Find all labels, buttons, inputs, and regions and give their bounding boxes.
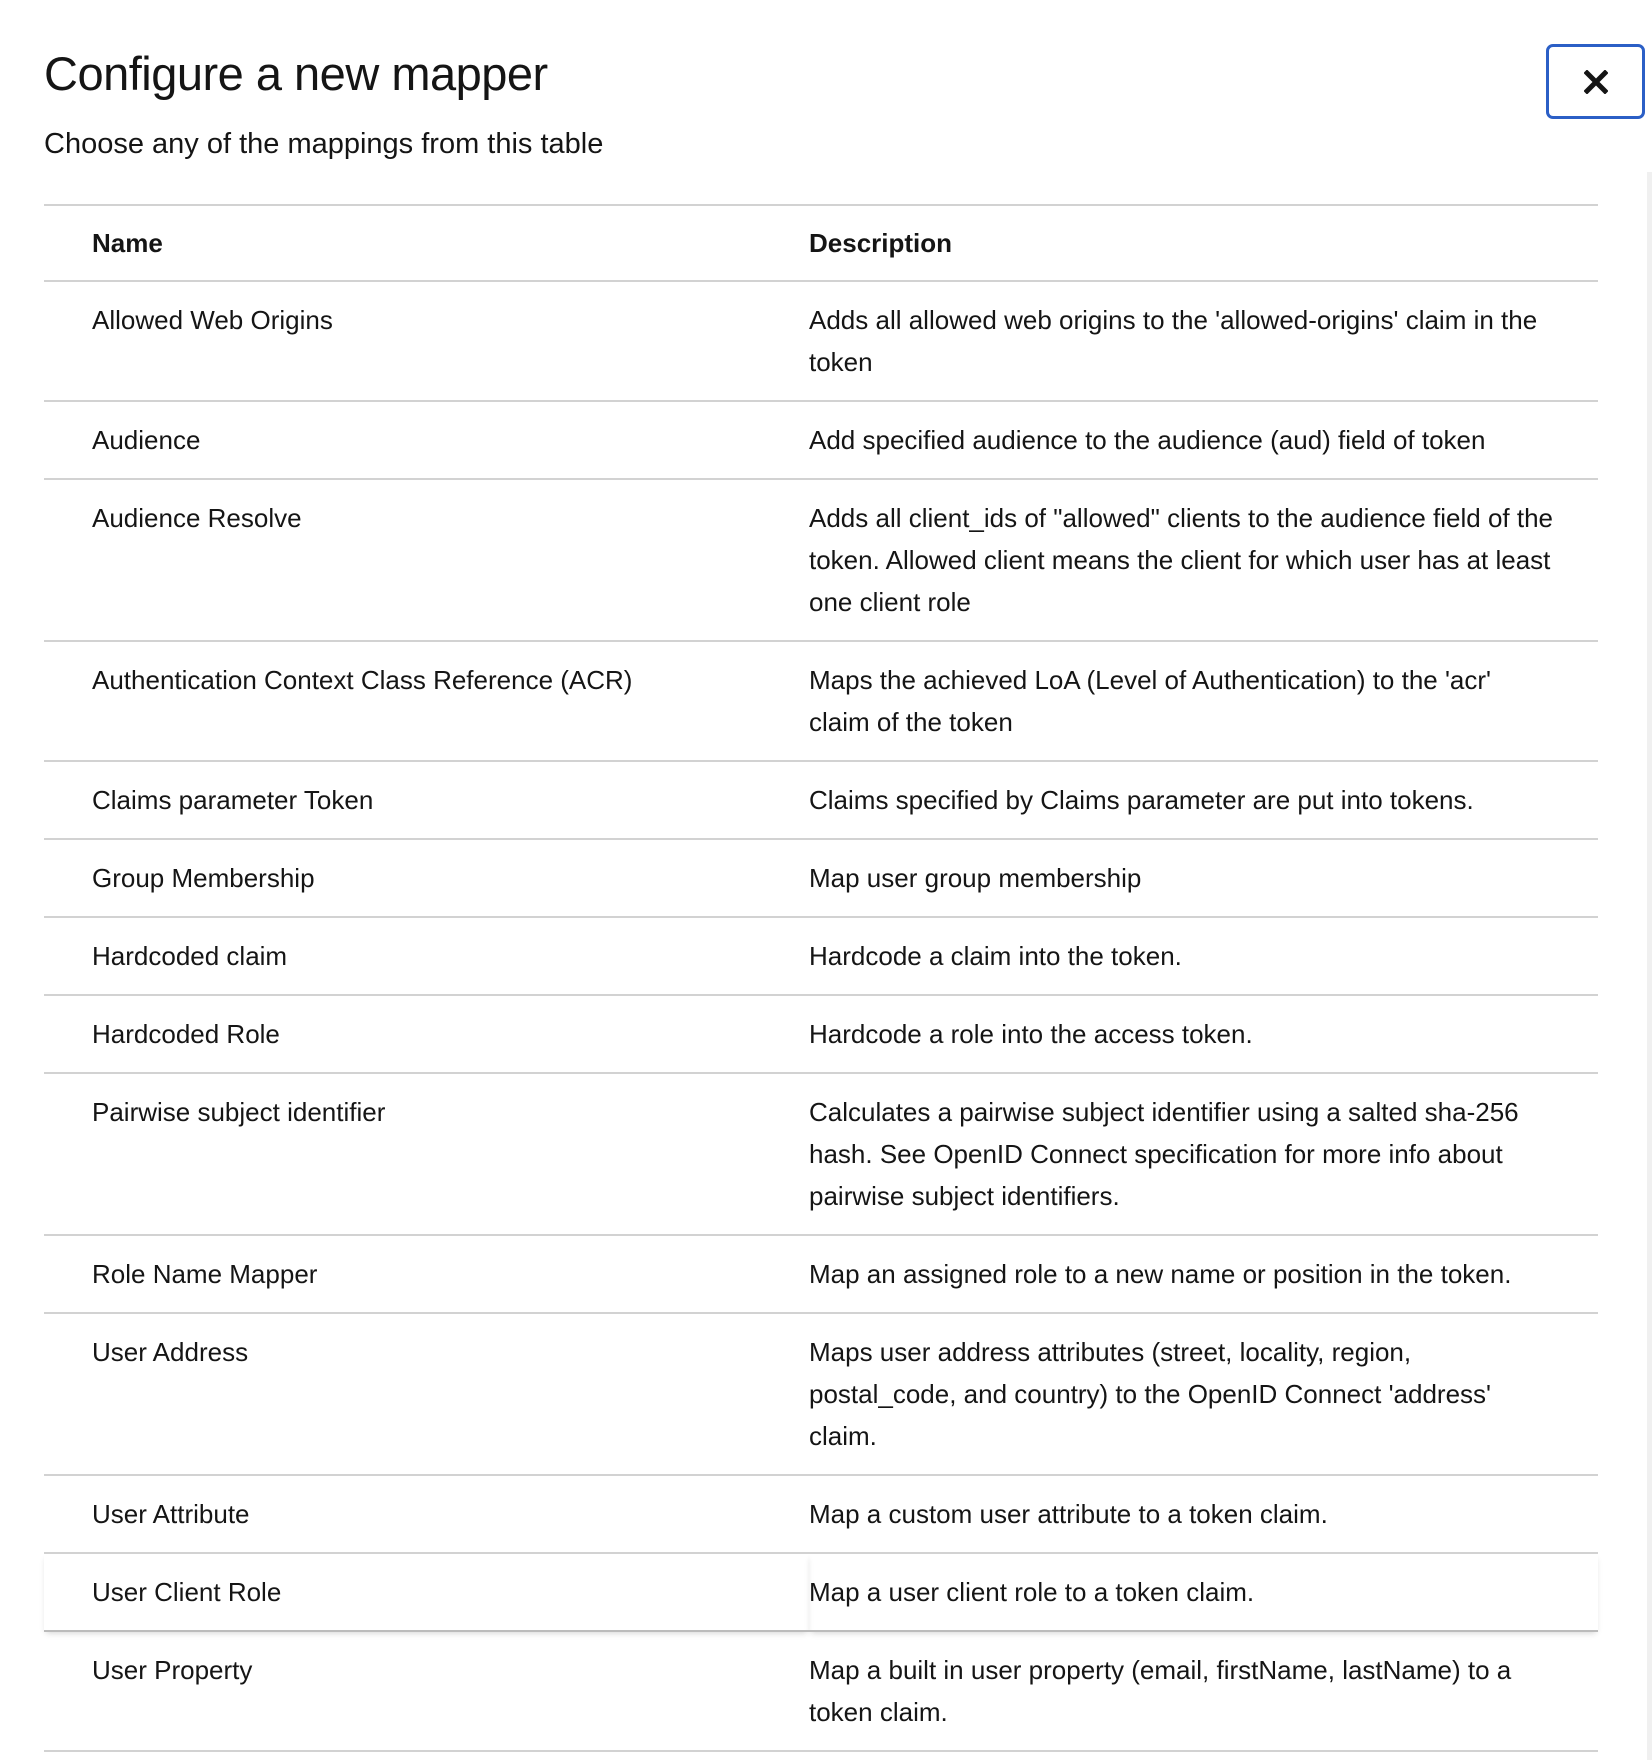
close-icon <box>1584 70 1608 94</box>
column-header-name[interactable]: Name <box>44 205 809 281</box>
mapper-description: Adds all allowed web origins to the 'allowed-origins' claim in the token <box>809 281 1598 401</box>
table-row[interactable] <box>44 1631 1598 1751</box>
table-row[interactable] <box>44 401 1598 479</box>
mappers-table <box>44 204 1598 1752</box>
mapper-description: Add specified audience to the audience (aud) field of token <box>809 401 1598 479</box>
mapper-name[interactable]: Authentication Context Class Reference (ACR) <box>44 641 809 761</box>
mapper-name[interactable]: Audience Resolve <box>44 479 809 641</box>
table-row[interactable] <box>44 1475 1598 1553</box>
mapper-description: Hardcode a role into the access token. <box>809 995 1598 1073</box>
table-row[interactable] <box>44 761 1598 839</box>
mapper-description: Calculates a pairwise subject identifier using a salted sha-256 hash. See OpenID Connect specification for more info about pairwise subject identifiers. <box>809 1073 1598 1235</box>
table-row[interactable] <box>44 1073 1598 1235</box>
mapper-description: Hardcode a claim into the token. <box>809 917 1598 995</box>
table-row[interactable] <box>44 1235 1598 1313</box>
close-button[interactable] <box>1546 44 1645 119</box>
mapper-description: Map user group membership <box>809 839 1598 917</box>
column-header-description[interactable]: Description <box>809 205 1598 281</box>
scrollbar[interactable] <box>1647 172 1652 1760</box>
mapper-name[interactable]: Audience <box>44 401 809 479</box>
mapper-name[interactable]: Role Name Mapper <box>44 1235 809 1313</box>
table-row[interactable] <box>44 281 1598 401</box>
mapper-name[interactable]: User Property <box>44 1631 809 1751</box>
mapper-name[interactable]: User Address <box>44 1313 809 1475</box>
table-row[interactable] <box>44 839 1598 917</box>
table-row[interactable] <box>44 1553 1598 1631</box>
mapper-name[interactable]: User Client Role <box>44 1553 809 1631</box>
mapper-description: Map a custom user attribute to a token claim. <box>809 1475 1598 1553</box>
table-header <box>44 205 1598 281</box>
table-row[interactable] <box>44 995 1598 1073</box>
table-row[interactable] <box>44 917 1598 995</box>
mapper-name[interactable]: User Attribute <box>44 1475 809 1553</box>
mapper-description: Claims specified by Claims parameter are put into tokens. <box>809 761 1598 839</box>
mapper-description: Maps the achieved LoA (Level of Authentication) to the 'acr' claim of the token <box>809 641 1598 761</box>
table-row[interactable] <box>44 641 1598 761</box>
mapper-description: Maps user address attributes (street, locality, region, postal_code, and country) to the OpenID Connect 'address' claim. <box>809 1313 1598 1475</box>
mapper-name[interactable]: Claims parameter Token <box>44 761 809 839</box>
mapper-name[interactable]: Hardcoded Role <box>44 995 809 1073</box>
mapper-description: Adds all client_ids of "allowed" clients to the audience field of the token. Allowed client means the client for which user has at least one client role <box>809 479 1598 641</box>
table-row[interactable] <box>44 479 1598 641</box>
mapper-name[interactable]: Allowed Web Origins <box>44 281 809 401</box>
mapper-name[interactable]: Pairwise subject identifier <box>44 1073 809 1235</box>
modal-title: Configure a new mapper <box>44 47 548 100</box>
table-row[interactable] <box>44 1313 1598 1475</box>
mapper-description: Map a built in user property (email, firstName, lastName) to a token claim. <box>809 1631 1598 1751</box>
mapper-name[interactable]: Group Membership <box>44 839 809 917</box>
mapper-description: Map an assigned role to a new name or position in the token. <box>809 1235 1598 1313</box>
mapper-name[interactable]: Hardcoded claim <box>44 917 809 995</box>
mapper-description: Map a user client role to a token claim. <box>809 1553 1598 1631</box>
modal-subtitle: Choose any of the mappings from this table <box>44 128 604 160</box>
